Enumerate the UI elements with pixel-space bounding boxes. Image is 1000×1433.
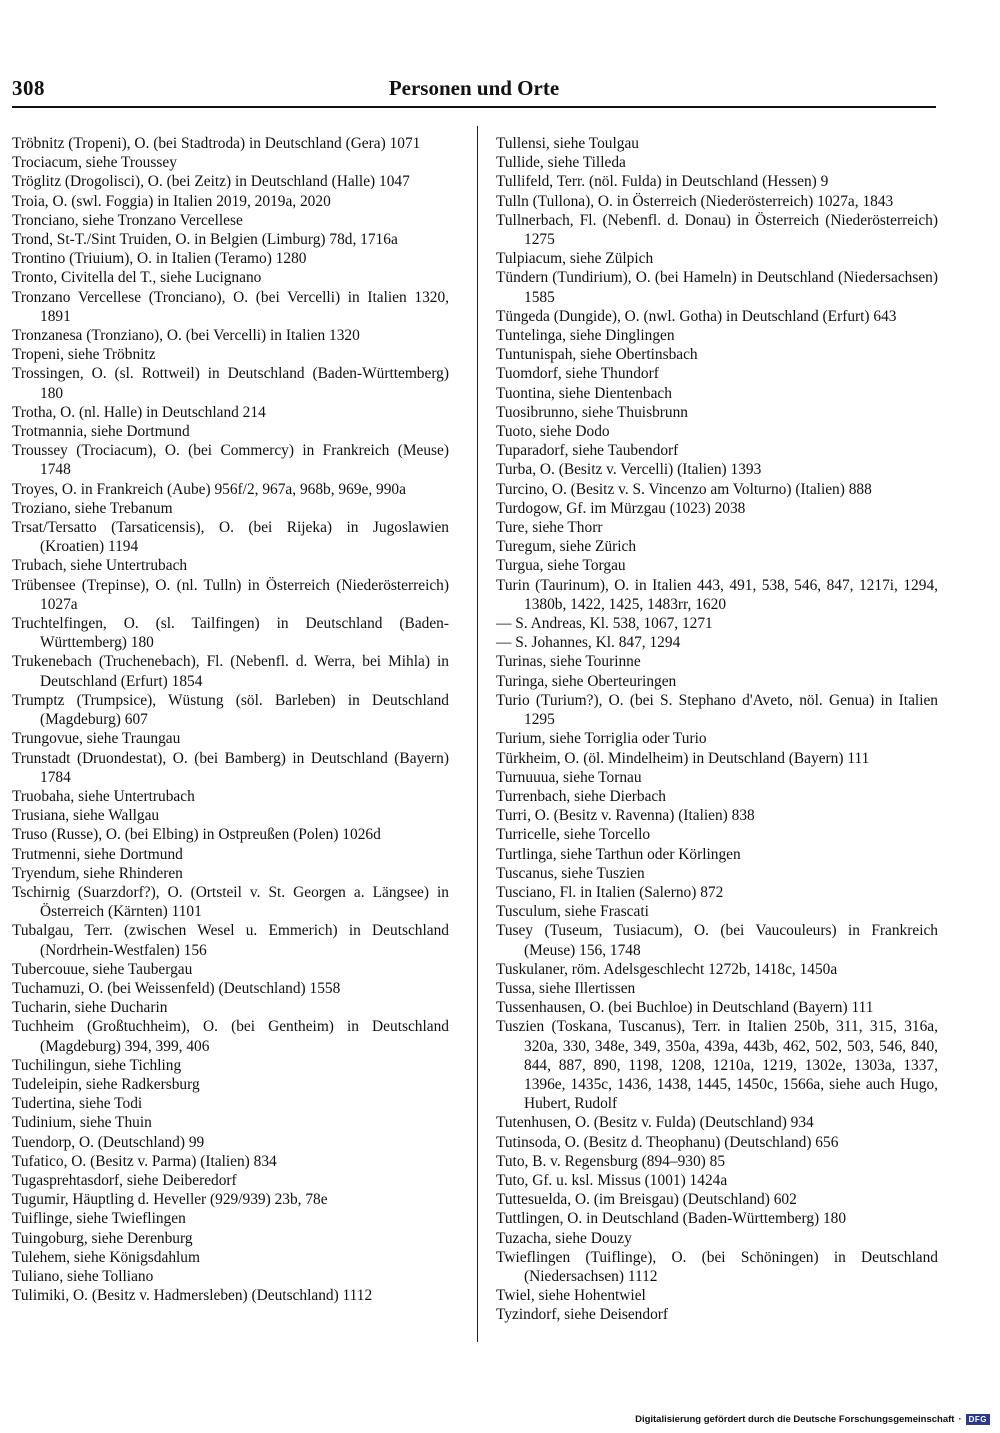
index-entry: Tuliano, siehe Tolliano	[12, 1267, 154, 1285]
index-entry: Tusey (Tuseum, Tusiacum), O. (bei Vaucouleurs) in Frankreich (Meuse) 156, 1748	[496, 922, 938, 959]
index-entry: Tuntunispah, siehe Obertinsbach	[496, 346, 698, 364]
index-entry: — S. Andreas, Kl. 538, 1067, 1271	[496, 615, 713, 633]
index-entry: Tutinsoda, O. (Besitz d. Theophanu) (Deutschland) 656	[496, 1133, 839, 1151]
page-header	[12, 76, 936, 106]
index-entry: Turin (Taurinum), O. in Italien 443, 491, 538, 546, 847, 1217i, 1294, 1380b, 1422, 1425, 1483rr, 1620	[496, 576, 938, 613]
index-entry: Twiel, siehe Hohentwiel	[496, 1287, 646, 1305]
index-entry: Tudertina, siehe Todi	[12, 1095, 143, 1113]
column-divider	[477, 126, 478, 1342]
index-entry: Turio (Turium?), O. (bei S. Stephano d'Aveto, nöl. Genua) in Italien 1295	[496, 691, 938, 729]
index-entry: Tuontina, siehe Dientenbach	[496, 384, 672, 402]
index-entry: Truso (Russe), O. (bei Elbing) in Ostpreußen (Polen) 1026d	[12, 826, 381, 844]
index-entry: Trsat/Tersatto (Tarsaticensis), O. (bei Rijeka) in Jugoslawien (Kroatien) 1194	[12, 519, 449, 556]
index-entry: Tutenhusen, O. (Besitz v. Fulda) (Deutschland) 934	[496, 1114, 814, 1132]
index-entry: Tschirnig (Suarzdorf?), O. (Ortsteil v. St. Georgen a. Längsee) in Österreich (Kärnten) 1101	[12, 883, 449, 921]
index-entry: Turcino, O. (Besitz v. S. Vincenzo am Volturno) (Italien) 888	[496, 480, 872, 498]
index-entry: Tufatico, O. (Besitz v. Parma) (Italien) 834	[12, 1152, 277, 1170]
index-entry: Troia, O. (swl. Foggia) in Italien 2019, 2019a, 2020	[12, 192, 331, 210]
index-entry: Tuzacha, siehe Douzy	[496, 1229, 632, 1247]
page-number: 308	[12, 76, 45, 100]
index-entry: Turnuuua, siehe Tornau	[496, 768, 642, 786]
index-entry: Tuosibrunno, siehe Thuisbrunn	[496, 403, 688, 421]
index-entry: Tulimiki, O. (Besitz v. Hadmersleben) (Deutschland) 1112	[12, 1287, 373, 1305]
index-entry: Tuchilingun, siehe Tichling	[12, 1056, 182, 1074]
index-entry: Turinga, siehe Oberteuringen	[496, 672, 677, 690]
index-entry: Tusculum, siehe Frascati	[496, 903, 649, 921]
index-entry: Tuscanus, siehe Tuszien	[496, 864, 645, 882]
index-entry: Tulpiacum, siehe Zülpich	[496, 250, 654, 268]
index-entry: Tronto, Civitella del T., siehe Lucignano	[12, 269, 262, 287]
index-entry: Tuomdorf, siehe Thundorf	[496, 365, 659, 383]
index-entry: Troziano, siehe Trebanum	[12, 499, 173, 517]
index-entry: Tyzindorf, siehe Deisendorf	[496, 1306, 669, 1324]
index-entry: Trubach, siehe Untertrubach	[12, 557, 188, 575]
index-entry: Tusciano, Fl. in Italien (Salerno) 872	[496, 883, 724, 901]
index-entry: Tröbnitz (Tropeni), O. (bei Stadtroda) in Deutschland (Gera) 1071	[12, 135, 421, 152]
index-entry: Tucharin, siehe Ducharin	[12, 999, 168, 1017]
index-entry: Trumptz (Trumpsice), Wüstung (söl. Barleben) in Deutschland (Magdeburg) 607	[12, 691, 449, 729]
index-entry: Tronzanesa (Tronziano), O. (bei Vercelli) in Italien 1320	[12, 327, 360, 345]
dfg-logo: DFG	[966, 1414, 990, 1425]
index-entry: Trontino (Triuium), O. in Italien (Teramo) 1280	[12, 250, 307, 268]
index-entry: Tuoto, siehe Dodo	[496, 423, 610, 441]
index-entry: Trübensee (Trepinse), O. (nl. Tulln) in Österreich (Niederösterreich) 1027a	[12, 576, 449, 613]
index-entry: Turtlinga, siehe Tarthun oder Körlingen	[496, 845, 741, 863]
index-entry: Tullifeld, Terr. (nöl. Fulda) in Deutschland (Hessen) 9	[496, 173, 829, 191]
index-entry: Tugasprehtasdorf, siehe Deiberedorf	[12, 1171, 237, 1189]
index-entry: Troussey (Trociacum), O. (bei Commercy) in Frankreich (Meuse) 1748	[12, 442, 449, 479]
index-entry: Tuszien (Toskana, Tuscanus), Terr. in Italien 250b, 311, 315, 316a, 320a, 330, 348e, 349, 350a, 439a, 443b, 462, 502, 503, 546, 840, 844, 887, 890, 1198, 1208, 1210a, 1219, 1302e, 1303a, 1337, 1396e, 1435c, 1436, 1438, 1445, 1450c, 1566a, siehe auch Hugo, Hubert, Rudolf	[496, 1018, 938, 1113]
index-entry: Tronzano Vercellese (Tronciano), O. (bei Vercelli) in Italien 1320, 1891	[12, 288, 449, 325]
index-column-left	[12, 134, 449, 1305]
index-entry: Tullnerbach, Fl. (Nebenfl. d. Donau) in Österreich (Niederösterreich) 1275	[496, 211, 938, 249]
index-entry: Tulln (Tullona), O. in Österreich (Niederösterreich) 1027a, 1843	[496, 192, 894, 210]
index-entry: Tuntelinga, siehe Dinglingen	[496, 327, 675, 345]
index-entry: Trukenebach (Truchenebach), Fl. (Nebenfl. d. Werra, bei Mihla) in Deutschland (Erfurt) 1854	[12, 653, 449, 690]
index-entry: Turri, O. (Besitz v. Ravenna) (Italien) 838	[496, 807, 755, 825]
index-entry: Tussa, siehe Illertissen	[496, 979, 636, 997]
footer-text: Digitalisierung gefördert durch die Deutsche Forschungsgemeinschaft	[635, 1414, 955, 1425]
index-entry: Tubalgau, Terr. (zwischen Wesel u. Emmerich) in Deutschland (Nordrhein-Westfalen) 156	[12, 922, 449, 959]
index-entry: Tuendorp, O. (Deutschland) 99	[12, 1133, 205, 1151]
index-entry: Tuttesuelda, O. (im Breisgau) (Deutschland) 602	[496, 1191, 797, 1209]
index-entry: Turinas, siehe Tourinne	[496, 653, 641, 671]
index-entry: Tudinium, siehe Thuin	[12, 1114, 152, 1132]
index-entry: Twieflingen (Tuiflinge), O. (bei Schöningen) in Deutschland (Niedersachsen) 1112	[496, 1248, 938, 1285]
index-entry: Tulehem, siehe Königsdahlum	[12, 1248, 200, 1266]
index-entry: Tubercouue, siehe Taubergau	[12, 960, 193, 978]
header-rule	[12, 106, 936, 108]
index-entry: Tussenhausen, O. (bei Buchloe) in Deutschland (Bayern) 111	[496, 999, 874, 1017]
index-entry: Tullensi, siehe Toulgau	[496, 135, 640, 152]
index-entry: Tuttlingen, O. in Deutschland (Baden-Württemberg) 180	[496, 1210, 847, 1228]
index-entry: Tudeleipin, siehe Radkersburg	[12, 1075, 200, 1093]
index-entry: Tuingoburg, siehe Derenburg	[12, 1229, 193, 1247]
index-entry: Trotha, O. (nl. Halle) in Deutschland 214	[12, 403, 266, 421]
index-entry: Ture, siehe Thorr	[496, 519, 603, 537]
index-entry: Tryendum, siehe Rhinderen	[12, 864, 183, 882]
index-entry: Truchtelfingen, O. (sl. Tailfingen) in Deutschland (Baden-Württemberg) 180	[12, 615, 449, 652]
index-entry: Trungovue, siehe Traungau	[12, 730, 181, 748]
index-entry: Truobaha, siehe Untertrubach	[12, 787, 195, 805]
index-entry: Turium, siehe Torriglia oder Turio	[496, 730, 707, 748]
index-entry: Turrenbach, siehe Dierbach	[496, 787, 666, 805]
index-entry: Tüngeda (Dungide), O. (nwl. Gotha) in Deutschland (Erfurt) 643	[496, 307, 897, 325]
index-entry: Tuskulaner, röm. Adelsgeschlecht 1272b, 1418c, 1450a	[496, 960, 838, 978]
index-entry: Tuchamuzi, O. (bei Weissenfeld) (Deutschland) 1558	[12, 979, 341, 997]
index-entry: Turba, O. (Besitz v. Vercelli) (Italien) 1393	[496, 461, 762, 479]
index-entry: Tuparadorf, siehe Taubendorf	[496, 442, 679, 460]
index-entry: — S. Johannes, Kl. 847, 1294	[496, 634, 681, 652]
index-entry: Tuchheim (Großtuchheim), O. (bei Gentheim) in Deutschland (Magdeburg) 394, 399, 406	[12, 1018, 449, 1055]
index-entry: Tropeni, siehe Tröbnitz	[12, 346, 156, 364]
index-entry: Troyes, O. in Frankreich (Aube) 956f/2, 967a, 968b, 969e, 990a	[12, 480, 406, 498]
index-entry: Tuiflinge, siehe Twieflingen	[12, 1210, 186, 1228]
index-column-right	[496, 134, 938, 1325]
index-entry: Turgua, siehe Torgau	[496, 557, 626, 575]
index-entry: Turricelle, siehe Torcello	[496, 826, 651, 844]
index-entry: Tröglitz (Drogolisci), O. (bei Zeitz) in Deutschland (Halle) 1047	[12, 173, 410, 191]
index-entry: Trond, St-T./Sint Truiden, O. in Belgien (Limburg) 78d, 1716a	[12, 231, 398, 249]
index-entry: Trutmenni, siehe Dortmund	[12, 845, 183, 863]
index-entry: Tullide, siehe Tilleda	[496, 154, 626, 172]
index-entry: Trossingen, O. (sl. Rottweil) in Deutschland (Baden-Württemberg) 180	[12, 365, 449, 402]
index-entry: Tugumir, Häuptling d. Heveller (929/939) 23b, 78e	[12, 1191, 328, 1209]
index-entry: Tronciano, siehe Tronzano Vercellese	[12, 211, 243, 229]
page-title: Personen und Orte	[388, 76, 560, 100]
index-entry: Tuto, Gf. u. ksl. Missus (1001) 1424a	[496, 1171, 728, 1189]
index-entry: Trociacum, siehe Troussey	[12, 154, 177, 172]
index-entry: Trunstadt (Druondestat), O. (bei Bamberg) in Deutschland (Bayern) 1784	[12, 749, 449, 786]
index-entry: Trotmannia, siehe Dortmund	[12, 423, 190, 441]
index-entry: Trusiana, siehe Wallgau	[12, 807, 160, 825]
index-entry: Tuto, B. v. Regensburg (894–930) 85	[496, 1152, 726, 1170]
index-entry: Türkheim, O. (öl. Mindelheim) in Deutschland (Bayern) 111	[496, 749, 870, 767]
index-entry: Turdogow, Gf. im Mürzgau (1023) 2038	[496, 499, 746, 517]
index-entry: Tündern (Tundirium), O. (bei Hameln) in Deutschland (Niedersachsen) 1585	[496, 269, 938, 306]
index-entry: Turegum, siehe Zürich	[496, 538, 637, 556]
footer-credit: Digitalisierung gefördert durch die Deutsche Forschungsgemeinschaft · DFG	[635, 1414, 990, 1425]
